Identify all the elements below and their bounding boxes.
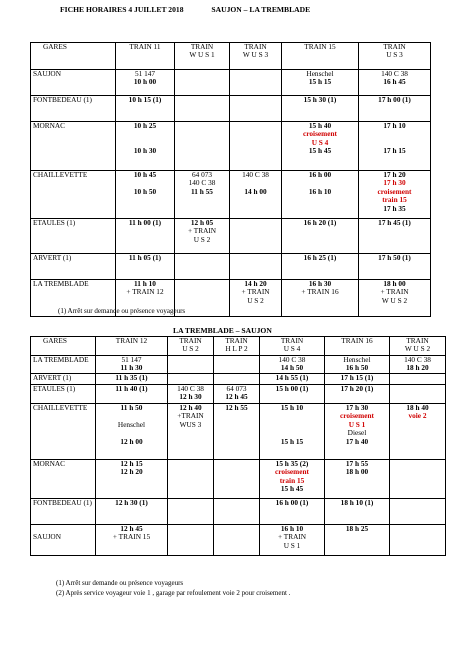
cell-text: 12 h 55 bbox=[225, 404, 248, 412]
cell-text: W U S 2 bbox=[381, 296, 408, 305]
time-cell bbox=[96, 460, 168, 499]
column-header bbox=[282, 43, 359, 70]
time-cell bbox=[96, 356, 168, 374]
station-name: ETAULES (1) bbox=[33, 385, 76, 393]
cell-text: 12 h 40 bbox=[179, 404, 202, 412]
time-cell bbox=[325, 525, 390, 556]
time-cell bbox=[282, 219, 359, 254]
cell-text: croisement bbox=[340, 412, 374, 421]
table-row bbox=[31, 499, 446, 525]
header-text: TRAIN bbox=[179, 337, 202, 345]
time-cell bbox=[116, 219, 175, 254]
station-name: MORNAC bbox=[33, 122, 66, 130]
cell-text: U S 2 bbox=[193, 235, 211, 244]
column-header bbox=[214, 337, 260, 356]
cell-text: 14 h 50 bbox=[280, 364, 304, 373]
time-cell bbox=[260, 404, 325, 460]
station-name: LA TREMBLADE bbox=[33, 280, 89, 288]
table-row bbox=[31, 254, 431, 280]
cell-text: + TRAIN 15 bbox=[112, 533, 151, 542]
header-text: TRAIN 11 bbox=[129, 43, 161, 51]
station-cell bbox=[31, 254, 116, 280]
cell-text: 15 h 00 (1) bbox=[275, 385, 309, 393]
cell-text: 16 h 30 bbox=[308, 280, 332, 288]
cell-text: 140 C 38 bbox=[381, 70, 408, 78]
cell-text: U S 2 bbox=[247, 296, 264, 305]
cell-text: WUS 3 bbox=[179, 420, 202, 429]
column-header bbox=[175, 43, 230, 70]
time-cell bbox=[282, 96, 359, 122]
cell-text: + TRAIN bbox=[277, 533, 307, 542]
time-cell bbox=[359, 171, 431, 219]
cell-text: 10 h 15 (1) bbox=[128, 96, 162, 104]
time-cell bbox=[230, 96, 282, 122]
time-cell bbox=[359, 96, 431, 122]
time-cell bbox=[175, 70, 230, 96]
header-text: TRAIN bbox=[190, 43, 214, 51]
cell-text: 12 h 30 bbox=[179, 393, 202, 402]
station-name: SAUJON bbox=[33, 533, 61, 542]
cell-text: U S 1 bbox=[348, 420, 366, 429]
cell-text: 15 h 15 bbox=[280, 437, 304, 446]
table-row bbox=[31, 525, 446, 556]
cell-text: 15 h 35 (2) bbox=[275, 460, 309, 468]
cell-text: 10 h 45 bbox=[133, 171, 157, 179]
time-cell bbox=[260, 525, 325, 556]
timetable-saujon-la-tremblade bbox=[30, 42, 431, 317]
header-text: GARES bbox=[43, 43, 67, 51]
cell-text: 12 h 30 (1) bbox=[115, 499, 148, 507]
cell-text: 16 h 10 bbox=[280, 525, 304, 533]
header-text: W U S 3 bbox=[242, 51, 269, 60]
time-cell bbox=[168, 374, 214, 385]
time-cell bbox=[96, 525, 168, 556]
cell-text: 11 h 30 bbox=[120, 364, 143, 373]
time-cell bbox=[168, 525, 214, 556]
station-cell bbox=[31, 356, 96, 374]
cell-text bbox=[361, 139, 428, 147]
time-cell bbox=[175, 171, 230, 219]
header-text: TRAIN bbox=[383, 43, 406, 51]
cell-text: 16 h 10 bbox=[308, 187, 332, 196]
cell-text: croisement bbox=[377, 187, 412, 196]
column-header bbox=[325, 337, 390, 356]
station-cell bbox=[31, 499, 96, 525]
time-cell bbox=[260, 374, 325, 385]
time-cell bbox=[116, 254, 175, 280]
cell-text bbox=[361, 130, 428, 138]
header-text: W U S 1 bbox=[189, 51, 215, 60]
station-cell bbox=[31, 171, 116, 219]
time-cell bbox=[168, 499, 214, 525]
time-cell bbox=[359, 254, 431, 280]
cell-text bbox=[118, 139, 172, 147]
cell-text: Henschel bbox=[306, 70, 334, 78]
cell-text: 16 h 00 bbox=[308, 171, 332, 179]
time-cell bbox=[390, 460, 446, 499]
header-text: TRAIN 15 bbox=[304, 43, 336, 51]
time-cell bbox=[359, 70, 431, 96]
column-header bbox=[260, 337, 325, 356]
time-cell bbox=[282, 171, 359, 219]
station-name: CHAILLEVETTE bbox=[33, 404, 88, 412]
cell-text: 17 h 40 bbox=[345, 437, 369, 446]
cell-text: 16 h 50 bbox=[345, 364, 369, 373]
time-cell bbox=[230, 254, 282, 280]
time-cell bbox=[214, 385, 260, 404]
cell-text: 64 073 bbox=[191, 171, 213, 179]
time-cell bbox=[214, 525, 260, 556]
cell-text: 10 h 30 bbox=[133, 147, 157, 156]
cell-text: 15 h 45 bbox=[280, 485, 304, 494]
station-name: ARVERT (1) bbox=[33, 254, 72, 262]
cell-text: 140 C 38 bbox=[177, 385, 204, 393]
cell-text: 140 C 38 bbox=[404, 356, 431, 364]
cell-text: 11 h 05 (1) bbox=[128, 254, 162, 262]
time-cell bbox=[260, 460, 325, 499]
cell-text: 12 h 45 bbox=[120, 525, 143, 533]
time-cell bbox=[168, 385, 214, 404]
cell-text: 17 h 10 bbox=[383, 122, 406, 130]
header-text: U S 2 bbox=[182, 345, 199, 354]
table-row bbox=[31, 374, 446, 385]
station-cell bbox=[31, 70, 116, 96]
cell-text: +TRAIN bbox=[177, 412, 204, 421]
time-cell bbox=[116, 171, 175, 219]
time-cell bbox=[390, 525, 446, 556]
cell-text: croisement bbox=[303, 130, 337, 139]
time-cell bbox=[282, 254, 359, 280]
time-cell bbox=[230, 122, 282, 171]
cell-text: 15 h 30 (1) bbox=[303, 96, 337, 104]
station-name: CHAILLEVETTE bbox=[33, 171, 88, 179]
cell-text: 140 C 38 bbox=[188, 179, 216, 188]
time-cell bbox=[168, 404, 214, 460]
station-cell bbox=[31, 96, 116, 122]
cell-text: 11 h 55 bbox=[191, 187, 213, 196]
time-cell bbox=[96, 374, 168, 385]
cell-text: 51 147 bbox=[121, 356, 142, 364]
station-name: ETAULES (1) bbox=[33, 219, 76, 227]
time-cell bbox=[390, 385, 446, 404]
time-cell bbox=[260, 499, 325, 525]
cell-text bbox=[98, 412, 165, 420]
station-name: FONTBEDEAU (1) bbox=[33, 499, 92, 507]
time-cell bbox=[116, 96, 175, 122]
cell-text: Diesel bbox=[347, 429, 367, 438]
station-name: MORNAC bbox=[33, 460, 66, 468]
time-cell bbox=[390, 404, 446, 460]
station-cell bbox=[31, 385, 96, 404]
time-cell bbox=[116, 122, 175, 171]
station-cell bbox=[31, 122, 116, 171]
station-cell bbox=[31, 460, 96, 499]
station-name bbox=[33, 525, 93, 533]
header-text: U S 3 bbox=[386, 51, 403, 60]
cell-text: 10 h 50 bbox=[133, 187, 157, 196]
cell-text: + TRAIN bbox=[241, 288, 270, 297]
cell-text bbox=[232, 179, 279, 187]
cell-text: 12 h 20 bbox=[120, 468, 143, 477]
header-text: TRAIN 12 bbox=[115, 337, 148, 345]
footnote-1: (1) Arrêt sur demande ou présence voyageurs bbox=[58, 307, 186, 315]
title-left: FICHE HORAIRES 4 JUILLET 2018 bbox=[60, 5, 184, 14]
cell-text: 17 h 15 (1) bbox=[340, 374, 374, 382]
cell-text: 11 h 50 bbox=[120, 404, 143, 412]
cell-text: 17 h 35 bbox=[383, 204, 406, 213]
header-row bbox=[31, 43, 431, 70]
station-name: SAUJON bbox=[33, 70, 61, 78]
header-text: TRAIN 16 bbox=[341, 337, 373, 345]
table-row bbox=[31, 219, 431, 254]
header-text: TRAIN bbox=[406, 337, 429, 345]
table-row bbox=[31, 404, 446, 460]
time-cell bbox=[260, 356, 325, 374]
cell-text: 12 h 00 bbox=[120, 437, 143, 446]
cell-text: 11 h 00 (1) bbox=[128, 219, 162, 227]
column-header bbox=[390, 337, 446, 356]
cell-text: voie 2 bbox=[408, 412, 427, 421]
cell-text: 15 h 40 bbox=[308, 122, 332, 130]
station-name: ARVERT (1) bbox=[33, 374, 72, 382]
cell-text: 51 147 bbox=[134, 70, 156, 78]
cell-text: 14 h 20 bbox=[244, 280, 267, 288]
cell-text: 17 h 15 bbox=[383, 147, 406, 156]
column-header bbox=[96, 337, 168, 356]
cell-text: 17 h 45 (1) bbox=[378, 219, 411, 227]
time-cell bbox=[214, 356, 260, 374]
column-header bbox=[168, 337, 214, 356]
table-row bbox=[31, 96, 431, 122]
cell-text: 64 073 bbox=[226, 385, 247, 393]
section-subtitle: LA TREMBLADE – SAUJON bbox=[173, 326, 272, 335]
cell-text: 10 h 25 bbox=[133, 122, 157, 130]
column-header bbox=[359, 43, 431, 70]
cell-text: + TRAIN bbox=[187, 227, 217, 236]
time-cell bbox=[96, 404, 168, 460]
header-row bbox=[31, 337, 446, 356]
table-row bbox=[31, 171, 431, 219]
time-cell bbox=[214, 374, 260, 385]
time-cell bbox=[175, 219, 230, 254]
table-row bbox=[31, 70, 431, 96]
cell-text bbox=[118, 130, 172, 138]
column-header-gares bbox=[31, 337, 96, 356]
cell-text bbox=[262, 412, 322, 420]
time-cell bbox=[325, 374, 390, 385]
time-cell bbox=[168, 460, 214, 499]
cell-text: 10 h 00 bbox=[133, 78, 157, 87]
cell-text: 18 h 40 bbox=[406, 404, 429, 412]
cell-text: 17 h 50 (1) bbox=[378, 254, 411, 262]
header-text: GARES bbox=[43, 337, 67, 345]
cell-text: 11 h 35 (1) bbox=[115, 374, 148, 382]
cell-text: U S 1 bbox=[283, 541, 301, 550]
cell-text: train 15 bbox=[382, 196, 407, 205]
time-cell bbox=[282, 122, 359, 171]
time-cell bbox=[359, 122, 431, 171]
station-cell bbox=[31, 374, 96, 385]
table-row bbox=[31, 460, 446, 499]
station-cell bbox=[31, 404, 96, 460]
cell-text bbox=[262, 429, 322, 437]
footnote-2a: (1) Arrêt sur demande ou présence voyageurs bbox=[56, 579, 184, 587]
time-cell bbox=[96, 499, 168, 525]
cell-text: 15 h 10 bbox=[280, 404, 304, 412]
header-text: TRAIN bbox=[225, 337, 248, 345]
header-text: TRAIN bbox=[280, 337, 304, 345]
time-cell bbox=[230, 70, 282, 96]
time-cell bbox=[325, 404, 390, 460]
cell-text: 12 h 05 bbox=[190, 219, 214, 227]
cell-text: 140 C 38 bbox=[242, 171, 269, 179]
station-cell bbox=[31, 525, 96, 556]
cell-text: 12 h 15 bbox=[120, 460, 143, 468]
cell-text: 12 h 45 bbox=[225, 393, 248, 402]
time-cell bbox=[116, 70, 175, 96]
time-cell bbox=[390, 499, 446, 525]
cell-text: 14 h 00 bbox=[244, 187, 267, 196]
cell-text: 18 h 00 bbox=[383, 280, 406, 288]
time-cell bbox=[359, 219, 431, 254]
time-cell bbox=[214, 499, 260, 525]
cell-text: 140 C 38 bbox=[278, 356, 306, 364]
timetable-la-tremblade-saujon bbox=[30, 336, 446, 556]
header-text: W U S 2 bbox=[404, 345, 431, 354]
header-text: TRAIN bbox=[244, 43, 267, 51]
cell-text: croisement bbox=[275, 468, 309, 477]
cell-text: 11 h 10 bbox=[134, 280, 156, 288]
cell-text: Henschel bbox=[117, 420, 146, 429]
cell-text: 18 h 10 (1) bbox=[340, 499, 374, 507]
station-name: LA TREMBLADE bbox=[33, 356, 89, 364]
cell-text: + TRAIN bbox=[380, 288, 409, 297]
time-cell bbox=[214, 460, 260, 499]
column-header bbox=[116, 43, 175, 70]
cell-text bbox=[262, 421, 322, 429]
time-cell bbox=[282, 70, 359, 96]
cell-text: 16 h 20 (1) bbox=[303, 219, 337, 227]
time-cell bbox=[175, 254, 230, 280]
header-text: U S 4 bbox=[283, 345, 301, 354]
cell-text: Henschel bbox=[343, 356, 371, 364]
cell-text: 17 h 55 bbox=[345, 460, 369, 468]
cell-text: 16 h 00 (1) bbox=[275, 499, 309, 507]
cell-text: 17 h 30 bbox=[345, 404, 369, 412]
cell-text: 16 h 25 (1) bbox=[303, 254, 337, 262]
time-cell bbox=[230, 171, 282, 219]
time-cell bbox=[260, 385, 325, 404]
cell-text: 17 h 20 bbox=[383, 171, 406, 179]
time-cell bbox=[390, 356, 446, 374]
cell-text bbox=[284, 179, 356, 187]
time-cell bbox=[96, 385, 168, 404]
cell-text: 17 h 30 bbox=[383, 179, 406, 188]
cell-text: 11 h 40 (1) bbox=[115, 385, 148, 393]
cell-text: + TRAIN 16 bbox=[301, 288, 339, 297]
time-cell bbox=[325, 499, 390, 525]
footnote-2b: (2) Après service voyageur voie 1 , garage par refoulement voie 2 pour croisement . bbox=[56, 589, 291, 597]
table-row bbox=[31, 385, 446, 404]
time-cell bbox=[359, 280, 431, 317]
time-cell bbox=[175, 122, 230, 171]
time-cell bbox=[325, 356, 390, 374]
cell-text: 16 h 45 bbox=[383, 78, 406, 87]
time-cell bbox=[390, 374, 446, 385]
time-cell bbox=[230, 280, 282, 317]
cell-text: + TRAIN 12 bbox=[126, 288, 164, 297]
cell-text: 17 h 20 (1) bbox=[340, 385, 374, 393]
column-header-gares bbox=[31, 43, 116, 70]
cell-text bbox=[118, 179, 172, 187]
time-cell bbox=[168, 356, 214, 374]
cell-text: 15 h 45 bbox=[308, 147, 332, 156]
station-cell bbox=[31, 219, 116, 254]
table-row bbox=[31, 356, 446, 374]
title-right: SAUJON – LA TREMBLADE bbox=[211, 5, 311, 14]
station-name: FONTBEDEAU (1) bbox=[33, 96, 92, 104]
cell-text: 18 h 00 bbox=[345, 468, 369, 477]
time-cell bbox=[325, 385, 390, 404]
table-row bbox=[31, 122, 431, 171]
cell-text: 14 h 55 (1) bbox=[275, 374, 309, 382]
header-text: H L P 2 bbox=[225, 345, 248, 354]
cell-text bbox=[98, 429, 165, 437]
time-cell bbox=[214, 404, 260, 460]
time-cell bbox=[282, 280, 359, 317]
cell-text: train 15 bbox=[279, 476, 305, 485]
time-cell bbox=[325, 460, 390, 499]
cell-text: U S 4 bbox=[311, 138, 329, 147]
cell-text: 18 h 25 bbox=[345, 525, 369, 533]
cell-text: 17 h 00 (1) bbox=[378, 96, 411, 104]
time-cell bbox=[175, 96, 230, 122]
column-header bbox=[230, 43, 282, 70]
time-cell bbox=[230, 219, 282, 254]
page-title bbox=[60, 5, 310, 14]
cell-text: 15 h 15 bbox=[308, 78, 332, 87]
cell-text: 18 h 20 bbox=[406, 364, 429, 373]
